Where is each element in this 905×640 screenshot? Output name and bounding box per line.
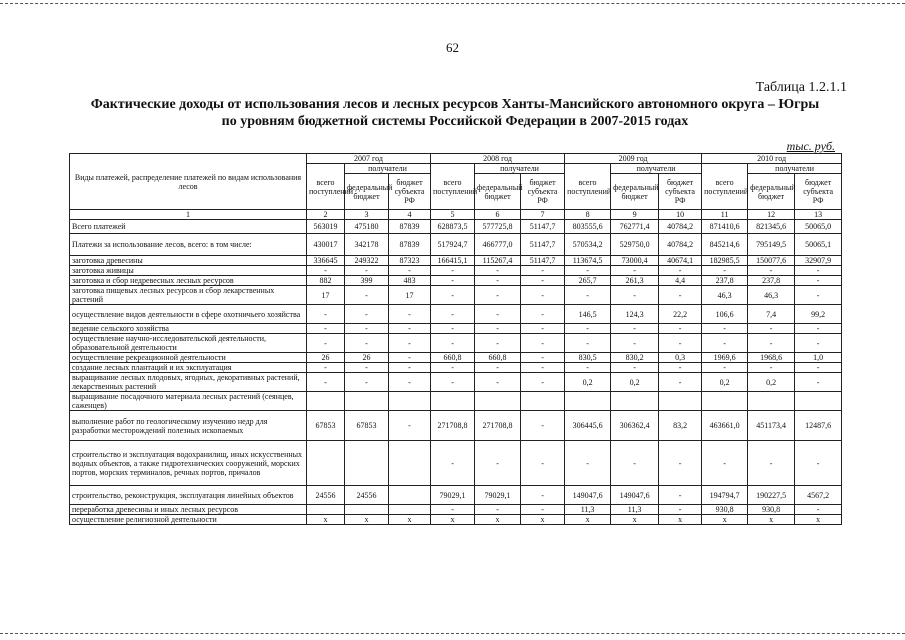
value-cell: - <box>521 441 565 486</box>
value-cell: 149047,6 <box>611 486 659 505</box>
column-number-cell: 12 <box>748 210 795 220</box>
value-cell: - <box>795 334 842 353</box>
value-cell: 265,7 <box>565 276 611 286</box>
header-subject-2007: бюджет субъекта РФ <box>389 174 431 210</box>
value-cell: 660,8 <box>475 353 521 363</box>
value-cell: - <box>748 441 795 486</box>
value-cell: 342178 <box>345 234 389 256</box>
value-cell: - <box>431 324 475 334</box>
value-cell: 40674,1 <box>659 256 702 266</box>
value-cell <box>389 392 431 411</box>
value-cell: x <box>345 515 389 525</box>
value-cell: 845214,6 <box>702 234 748 256</box>
value-cell: - <box>307 373 345 392</box>
value-cell: 51147,7 <box>521 256 565 266</box>
value-cell: 113674,5 <box>565 256 611 266</box>
value-cell: - <box>611 334 659 353</box>
column-number-cell: 5 <box>431 210 475 220</box>
value-cell <box>565 392 611 411</box>
table-row <box>70 441 842 486</box>
value-cell: - <box>431 305 475 324</box>
value-cell: 24556 <box>345 486 389 505</box>
value-cell: 577725,8 <box>475 220 521 234</box>
value-cell: 87839 <box>389 234 431 256</box>
value-cell <box>307 392 345 411</box>
value-cell: 73000,4 <box>611 256 659 266</box>
header-total-2010: всего поступлений <box>702 164 748 210</box>
value-cell: - <box>475 373 521 392</box>
value-cell: x <box>748 515 795 525</box>
value-cell: 11,3 <box>565 505 611 515</box>
table-row <box>70 411 842 441</box>
row-label: выполнение работ по геологическому изучению недр для разработки месторождений полезных ископаемых <box>70 411 307 441</box>
value-cell: - <box>795 266 842 276</box>
table-row <box>70 220 842 234</box>
value-cell: 930,8 <box>702 505 748 515</box>
value-cell: - <box>307 305 345 324</box>
value-cell: 40784,2 <box>659 234 702 256</box>
value-cell: - <box>431 363 475 373</box>
row-label: осуществление рекреационной деятельности <box>70 353 307 363</box>
value-cell: 50065,0 <box>795 220 842 234</box>
value-cell: - <box>795 324 842 334</box>
value-cell: - <box>611 363 659 373</box>
value-cell: x <box>702 515 748 525</box>
value-cell: x <box>521 515 565 525</box>
table-row <box>70 363 842 373</box>
value-cell: 26 <box>345 353 389 363</box>
row-label: Платежи за использование лесов, всего: в том числе: <box>70 234 307 256</box>
value-cell: - <box>345 266 389 276</box>
value-cell: 475180 <box>345 220 389 234</box>
value-cell: 399 <box>345 276 389 286</box>
header-federal-2008: федеральный бюджет <box>475 174 521 210</box>
table-row <box>70 486 842 505</box>
top-scan-edge <box>0 3 905 4</box>
value-cell: x <box>431 515 475 525</box>
value-cell: 451173,4 <box>748 411 795 441</box>
value-cell: 1,0 <box>795 353 842 363</box>
table-row <box>70 505 842 515</box>
value-cell <box>431 392 475 411</box>
value-cell: - <box>748 266 795 276</box>
value-cell: - <box>659 363 702 373</box>
value-cell: 237,8 <box>748 276 795 286</box>
value-cell: 24556 <box>307 486 345 505</box>
table-row <box>70 324 842 334</box>
value-cell <box>389 505 431 515</box>
value-cell: x <box>565 515 611 525</box>
table-label: Таблица 1.2.1.1 <box>755 80 847 95</box>
value-cell: 124,3 <box>611 305 659 324</box>
value-cell: - <box>521 305 565 324</box>
value-cell: 830,2 <box>611 353 659 363</box>
value-cell: - <box>521 286 565 305</box>
column-number-row <box>70 210 842 220</box>
value-cell: 0,2 <box>702 373 748 392</box>
value-cell: - <box>307 334 345 353</box>
value-cell: 271708,8 <box>475 411 521 441</box>
value-cell: 17 <box>307 286 345 305</box>
value-cell <box>795 392 842 411</box>
value-cell: 466777,0 <box>475 234 521 256</box>
value-cell <box>475 392 521 411</box>
value-cell <box>702 392 748 411</box>
value-cell: 0,2 <box>565 373 611 392</box>
value-cell: - <box>475 334 521 353</box>
value-cell <box>389 486 431 505</box>
header-total-2009: всего поступлений <box>565 164 611 210</box>
value-cell: - <box>659 266 702 276</box>
value-cell <box>521 392 565 411</box>
value-cell: 882 <box>307 276 345 286</box>
value-cell: 182985,5 <box>702 256 748 266</box>
value-cell: - <box>307 324 345 334</box>
column-number-cell: 6 <box>475 210 521 220</box>
value-cell: 67853 <box>307 411 345 441</box>
value-cell: 517924,7 <box>431 234 475 256</box>
value-cell: 563019 <box>307 220 345 234</box>
revenue-table <box>69 153 842 525</box>
value-cell: 50065,1 <box>795 234 842 256</box>
value-cell: - <box>389 363 431 373</box>
value-cell <box>345 505 389 515</box>
value-cell: 1969,6 <box>702 353 748 363</box>
value-cell: - <box>565 286 611 305</box>
value-cell: 87323 <box>389 256 431 266</box>
table-row <box>70 353 842 363</box>
value-cell: 0,3 <box>659 353 702 363</box>
column-number-cell: 7 <box>521 210 565 220</box>
value-cell: - <box>659 286 702 305</box>
value-cell: - <box>659 373 702 392</box>
value-cell: - <box>702 441 748 486</box>
value-cell: - <box>475 441 521 486</box>
value-cell <box>307 505 345 515</box>
table-row <box>70 286 842 305</box>
table-body <box>70 220 842 525</box>
value-cell: - <box>475 363 521 373</box>
value-cell: - <box>521 334 565 353</box>
value-cell: - <box>659 324 702 334</box>
value-cell: 46,3 <box>702 286 748 305</box>
header-subject-2010: бюджет субъекта РФ <box>795 174 842 210</box>
value-cell: 830,5 <box>565 353 611 363</box>
header-year-2010: 2010 год <box>702 154 842 164</box>
table-header <box>70 154 842 220</box>
value-cell: - <box>431 373 475 392</box>
value-cell: 166415,1 <box>431 256 475 266</box>
value-cell: - <box>565 324 611 334</box>
table-row <box>70 256 842 266</box>
value-cell: 12487,6 <box>795 411 842 441</box>
value-cell: 79029,1 <box>475 486 521 505</box>
value-cell: - <box>702 324 748 334</box>
value-cell: - <box>431 505 475 515</box>
value-cell <box>611 392 659 411</box>
value-cell: - <box>389 411 431 441</box>
row-label: Всего платежей <box>70 220 307 234</box>
value-cell: - <box>702 266 748 276</box>
header-recipients-2010: получатели <box>748 164 842 174</box>
value-cell: - <box>389 334 431 353</box>
value-cell: 570534,2 <box>565 234 611 256</box>
value-cell: - <box>431 266 475 276</box>
value-cell: - <box>345 286 389 305</box>
value-cell: 7,4 <box>748 305 795 324</box>
value-cell: 660,8 <box>431 353 475 363</box>
header-subject-2008: бюджет субъекта РФ <box>521 174 565 210</box>
row-label: заготовка пищевых лесных ресурсов и сбор лекарственных растений <box>70 286 307 305</box>
value-cell: 628873,5 <box>431 220 475 234</box>
row-label: осуществление религиозной деятельности <box>70 515 307 525</box>
value-cell: - <box>431 334 475 353</box>
value-cell: 249322 <box>345 256 389 266</box>
value-cell: 32907,9 <box>795 256 842 266</box>
value-cell: - <box>795 286 842 305</box>
value-cell: 237,8 <box>702 276 748 286</box>
value-cell: - <box>431 276 475 286</box>
value-cell: 87839 <box>389 220 431 234</box>
value-cell: - <box>475 305 521 324</box>
column-number-cell: 9 <box>611 210 659 220</box>
value-cell: - <box>748 334 795 353</box>
row-label: строительство и эксплуатация водохранилищ, иных искусственных водных объектов, а также гидротехнических сооружений, морских портов, морских терминалов, речных портов, причалов <box>70 441 307 486</box>
value-cell: - <box>389 305 431 324</box>
table-row <box>70 392 842 411</box>
value-cell: 0,2 <box>748 373 795 392</box>
table-row <box>70 334 842 353</box>
value-cell: - <box>345 324 389 334</box>
value-cell: 149047,6 <box>565 486 611 505</box>
units-label: тыс. руб. <box>786 139 835 153</box>
value-cell: 26 <box>307 353 345 363</box>
header-federal-2009: федеральный бюджет <box>611 174 659 210</box>
row-label: осуществление видов деятельности в сфере охотничьего хозяйства <box>70 305 307 324</box>
value-cell: 871410,6 <box>702 220 748 234</box>
column-number-cell: 1 <box>70 210 307 220</box>
value-cell: - <box>389 324 431 334</box>
value-cell: - <box>521 373 565 392</box>
value-cell: 83,2 <box>659 411 702 441</box>
value-cell: 79029,1 <box>431 486 475 505</box>
value-cell: 821345,6 <box>748 220 795 234</box>
row-label: создание лесных плантаций и их эксплуатация <box>70 363 307 373</box>
value-cell: - <box>795 363 842 373</box>
row-label: строительство, реконструкция, эксплуатация линейных объектов <box>70 486 307 505</box>
value-cell: - <box>521 276 565 286</box>
value-cell: - <box>389 353 431 363</box>
value-cell: - <box>659 486 702 505</box>
value-cell: 1968,6 <box>748 353 795 363</box>
column-number-cell: 4 <box>389 210 431 220</box>
table-row <box>70 373 842 392</box>
header-federal-2007: федеральный бюджет <box>345 174 389 210</box>
header-recipients-2007: получатели <box>345 164 431 174</box>
value-cell: 4,4 <box>659 276 702 286</box>
table-row <box>70 276 842 286</box>
value-cell: 146,5 <box>565 305 611 324</box>
value-cell: - <box>659 505 702 515</box>
value-cell: 17 <box>389 286 431 305</box>
value-cell: - <box>475 505 521 515</box>
value-cell: 51147,7 <box>521 234 565 256</box>
value-cell: 115267,4 <box>475 256 521 266</box>
column-number-cell: 10 <box>659 210 702 220</box>
value-cell: x <box>307 515 345 525</box>
value-cell: - <box>702 363 748 373</box>
title-line-2: по уровням бюджетной системы Российской Федерации в 2007-2015 годах <box>221 114 689 129</box>
page-number: 62 <box>446 40 459 55</box>
value-cell: 762771,4 <box>611 220 659 234</box>
value-cell: - <box>521 324 565 334</box>
column-number-cell: 8 <box>565 210 611 220</box>
value-cell: x <box>795 515 842 525</box>
row-label: переработка древесины и иных лесных ресурсов <box>70 505 307 515</box>
value-cell: 430017 <box>307 234 345 256</box>
value-cell: 67853 <box>345 411 389 441</box>
value-cell: 40784,2 <box>659 220 702 234</box>
value-cell: - <box>795 441 842 486</box>
value-cell: 0,2 <box>611 373 659 392</box>
value-cell <box>748 392 795 411</box>
value-cell: - <box>611 324 659 334</box>
table-row <box>70 234 842 256</box>
bottom-scan-edge <box>0 633 905 634</box>
row-label: выращивание посадочного материала лесных растений (сеянцев, саженцев) <box>70 392 307 411</box>
value-cell: - <box>307 363 345 373</box>
value-cell: 336645 <box>307 256 345 266</box>
value-cell: - <box>475 286 521 305</box>
value-cell: - <box>521 505 565 515</box>
value-cell: x <box>611 515 659 525</box>
value-cell: - <box>475 324 521 334</box>
table-row <box>70 305 842 324</box>
value-cell: - <box>521 363 565 373</box>
value-cell <box>345 392 389 411</box>
value-cell: - <box>345 334 389 353</box>
value-cell: 106,6 <box>702 305 748 324</box>
row-label: осуществление научно-исследовательской деятельности, образовательной деятельности <box>70 334 307 353</box>
value-cell: - <box>345 305 389 324</box>
value-cell: - <box>565 266 611 276</box>
value-cell: - <box>611 441 659 486</box>
value-cell: 150077,6 <box>748 256 795 266</box>
header-subject-2009: бюджет субъекта РФ <box>659 174 702 210</box>
value-cell: - <box>565 334 611 353</box>
value-cell: x <box>475 515 521 525</box>
value-cell: 51147,7 <box>521 220 565 234</box>
row-label: ведение сельского хозяйства <box>70 324 307 334</box>
value-cell: - <box>565 441 611 486</box>
value-cell: 306445,6 <box>565 411 611 441</box>
value-cell: - <box>389 266 431 276</box>
table-row <box>70 515 842 525</box>
value-cell: 99,2 <box>795 305 842 324</box>
value-cell: x <box>659 515 702 525</box>
value-cell: - <box>659 441 702 486</box>
value-cell: 483 <box>389 276 431 286</box>
header-recipients-2009: получатели <box>611 164 702 174</box>
table-row <box>70 266 842 276</box>
value-cell: 4567,2 <box>795 486 842 505</box>
row-label: заготовка и сбор недревесных лесных ресурсов <box>70 276 307 286</box>
value-cell: 803555,6 <box>565 220 611 234</box>
value-cell: - <box>431 441 475 486</box>
header-federal-2010: федеральный бюджет <box>748 174 795 210</box>
value-cell: - <box>521 411 565 441</box>
value-cell: - <box>475 276 521 286</box>
column-number-cell: 11 <box>702 210 748 220</box>
column-number-cell: 3 <box>345 210 389 220</box>
header-total-2008: всего поступлений <box>431 164 475 210</box>
table-title <box>60 96 850 130</box>
value-cell: 463661,0 <box>702 411 748 441</box>
header-payment-types: Виды платежей, распределение платежей по видам использования лесов <box>70 154 307 210</box>
value-cell: - <box>748 324 795 334</box>
value-cell: - <box>795 373 842 392</box>
value-cell <box>345 441 389 486</box>
header-year-2008: 2008 год <box>431 154 565 164</box>
value-cell: - <box>521 353 565 363</box>
column-number-cell: 13 <box>795 210 842 220</box>
value-cell: 529750,0 <box>611 234 659 256</box>
header-year-2009: 2009 год <box>565 154 702 164</box>
value-cell: - <box>611 286 659 305</box>
value-cell: - <box>795 276 842 286</box>
value-cell: 22,2 <box>659 305 702 324</box>
value-cell: - <box>702 334 748 353</box>
value-cell: - <box>611 266 659 276</box>
value-cell: - <box>565 363 611 373</box>
value-cell: - <box>431 286 475 305</box>
row-label: выращивание лесных плодовых, ягодных, декоративных растений, лекарственных растений <box>70 373 307 392</box>
value-cell: - <box>521 486 565 505</box>
column-number-cell: 2 <box>307 210 345 220</box>
header-year-2007: 2007 год <box>307 154 431 164</box>
value-cell <box>307 441 345 486</box>
value-cell: 194794,7 <box>702 486 748 505</box>
value-cell: - <box>345 363 389 373</box>
value-cell: x <box>389 515 431 525</box>
value-cell: - <box>307 266 345 276</box>
row-label: заготовка живицы <box>70 266 307 276</box>
value-cell: - <box>521 266 565 276</box>
value-cell: - <box>659 334 702 353</box>
value-cell: 11,3 <box>611 505 659 515</box>
value-cell: 190227,5 <box>748 486 795 505</box>
value-cell: - <box>795 505 842 515</box>
value-cell: 271708,8 <box>431 411 475 441</box>
value-cell: 930,8 <box>748 505 795 515</box>
value-cell <box>389 441 431 486</box>
title-line-1: Фактические доходы от использования лесов и лесных ресурсов Ханты-Мансийского автономного округа – Югры <box>90 97 820 112</box>
value-cell: 795149,5 <box>748 234 795 256</box>
header-recipients-2008: получатели <box>475 164 565 174</box>
value-cell: 306362,4 <box>611 411 659 441</box>
value-cell: - <box>389 373 431 392</box>
row-label: заготовка древесины <box>70 256 307 266</box>
value-cell: 46,3 <box>748 286 795 305</box>
value-cell <box>659 392 702 411</box>
value-cell: - <box>475 266 521 276</box>
value-cell: 261,3 <box>611 276 659 286</box>
header-total-2007: всего поступлений <box>307 164 345 210</box>
value-cell: - <box>345 373 389 392</box>
value-cell: - <box>748 363 795 373</box>
